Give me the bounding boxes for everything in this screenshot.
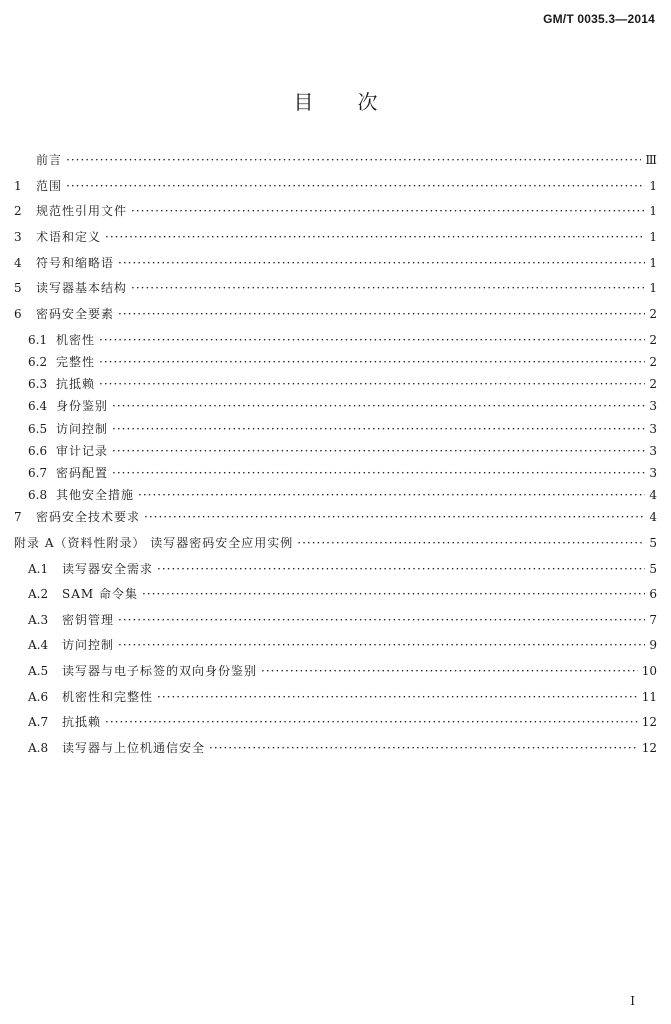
toc-entry-number: 6.2 — [28, 355, 48, 369]
dot-leader — [112, 398, 645, 414]
toc-entry-number: A.1 — [28, 561, 49, 576]
dot-leader — [112, 421, 645, 437]
dot-leader — [66, 152, 641, 168]
toc-entry[interactable] — [14, 398, 657, 420]
footer-page-number: I — [630, 994, 635, 1008]
toc-entry[interactable] — [14, 354, 657, 376]
toc-entry[interactable] — [14, 152, 657, 178]
toc-entry-page: 12 — [641, 715, 657, 730]
toc-entry-number: A.4 — [28, 638, 49, 653]
toc-entry-page: 7 — [649, 612, 657, 627]
toc-entry[interactable] — [14, 487, 657, 509]
dot-leader — [99, 354, 645, 370]
dot-leader — [131, 280, 645, 296]
toc-entry-number: 6.4 — [28, 399, 48, 414]
toc-entry-page: 5 — [649, 536, 657, 550]
toc-entry-number: 5 — [14, 281, 22, 296]
toc-entry-label: 读写器基本结构 — [36, 281, 128, 296]
toc-entry-number: 6.6 — [28, 443, 48, 458]
toc-entry-number: 6 — [14, 307, 22, 322]
dot-leader — [261, 663, 638, 679]
toc-entry-label: SAM 命令集 — [62, 587, 138, 602]
dot-leader — [66, 178, 645, 194]
toc-entry-page: 1 — [649, 255, 657, 270]
dot-leader — [118, 255, 645, 271]
dot-leader — [99, 376, 645, 392]
toc-entry-label: 审计记录 — [56, 443, 109, 458]
toc-entry-number: 2 — [14, 204, 22, 219]
toc-entry-page: 2 — [649, 332, 657, 347]
dot-leader — [112, 465, 645, 481]
dot-leader — [209, 740, 638, 756]
toc-entry-number: A.3 — [28, 612, 49, 627]
toc-entry-label: 符号和缩略语 — [36, 255, 115, 270]
toc-entry[interactable] — [14, 637, 657, 663]
toc-entry-label: 读写器安全需求 — [62, 561, 154, 576]
toc-entry-label: 访问控制 — [62, 638, 115, 653]
dot-leader — [157, 561, 645, 577]
toc-entry[interactable] — [14, 535, 657, 561]
toc-entry[interactable] — [14, 509, 657, 535]
toc-entry-page: 4 — [649, 488, 657, 503]
toc-entry-number: 1 — [14, 178, 22, 193]
toc-entry-page: 2 — [649, 377, 657, 392]
toc-entry[interactable] — [14, 663, 657, 689]
toc-entry-label: 密码配置 — [56, 465, 109, 480]
toc-entry-label: 范围 — [36, 178, 63, 193]
toc-entry-number: 4 — [14, 255, 22, 270]
toc-entry-number: 6.3 — [28, 377, 48, 392]
toc-entry-number: A.6 — [28, 689, 49, 704]
toc-entry-page: 10 — [641, 664, 657, 679]
toc-entry[interactable] — [14, 612, 657, 638]
toc-entry-page: 1 — [649, 178, 657, 193]
toc-entry-label: 密码安全要素 — [36, 307, 115, 322]
toc-entry-number: 6.1 — [28, 332, 48, 347]
dot-leader — [157, 689, 638, 705]
dot-leader — [105, 714, 638, 730]
toc-entry-page: 3 — [649, 465, 657, 480]
toc-entry[interactable] — [14, 178, 657, 204]
toc-entry-number: 7 — [14, 510, 22, 525]
dot-leader — [297, 535, 645, 551]
toc-entry-label: 抗抵赖 — [62, 715, 102, 730]
toc-entry[interactable] — [14, 740, 657, 766]
toc-entry-page: 5 — [649, 561, 657, 576]
toc-entry-page: 1 — [649, 281, 657, 296]
toc-entry[interactable] — [14, 376, 657, 398]
toc-entry-label: 密钥管理 — [62, 612, 115, 627]
toc-entry-page: 6 — [649, 587, 657, 602]
toc-entry-page: 2 — [649, 355, 657, 369]
toc-entry-number: A.5 — [28, 664, 49, 679]
toc-entry[interactable] — [14, 465, 657, 487]
toc-entry-number: A.7 — [28, 715, 49, 730]
toc-entry-label: 读写器与电子标签的双向身份鉴别 — [62, 664, 258, 679]
toc-entry-number: 6.7 — [28, 465, 48, 480]
dot-leader — [138, 487, 645, 503]
toc-entry-label: 密码安全技术要求 — [36, 510, 141, 525]
toc-entry-number: 6.8 — [28, 488, 48, 503]
toc-entry-label: 身份鉴别 — [56, 399, 109, 414]
toc-entry[interactable] — [14, 332, 657, 354]
toc-entry-label: 机密性和完整性 — [62, 689, 154, 704]
toc-entry[interactable] — [14, 561, 657, 587]
toc-entry[interactable] — [14, 280, 657, 306]
toc-entry[interactable] — [14, 689, 657, 715]
toc-entry-page: 3 — [649, 399, 657, 414]
toc-entry-page: 2 — [649, 307, 657, 322]
toc-entry-page: Ⅲ — [645, 153, 657, 167]
toc-entry-label: 前言 — [36, 153, 63, 167]
toc-entry[interactable] — [14, 714, 657, 740]
toc-entry-page: 4 — [649, 510, 657, 525]
toc-entry[interactable] — [14, 203, 657, 229]
toc-entry-page: 3 — [649, 443, 657, 458]
dot-leader — [118, 612, 645, 628]
dot-leader — [142, 586, 645, 602]
standard-code: GM/T 0035.3—2014 — [543, 12, 655, 26]
toc-entry-page: 11 — [641, 689, 657, 704]
toc-entry-label: 术语和定义 — [36, 230, 102, 245]
dot-leader — [118, 637, 645, 653]
toc-entry-number: 6.5 — [28, 421, 48, 436]
toc-entry-label: 读写器与上位机通信安全 — [62, 740, 206, 755]
toc-entry-number: A.2 — [28, 587, 49, 602]
toc-entry-page: 9 — [649, 638, 657, 653]
toc-entry[interactable] — [14, 255, 657, 281]
toc-entry-page: 3 — [649, 421, 657, 436]
toc-entry-label: 附录 A（资料性附录） 读写器密码安全应用实例 — [14, 536, 294, 550]
toc-entry-page: 12 — [641, 740, 657, 755]
toc-entry-label: 其他安全措施 — [56, 488, 135, 503]
dot-leader — [112, 443, 645, 459]
dot-leader — [144, 509, 645, 525]
toc-entry-label: 访问控制 — [56, 421, 109, 436]
page-title: 目次 — [293, 90, 422, 114]
toc-entry[interactable] — [14, 306, 657, 332]
toc-entry-number: 3 — [14, 230, 22, 245]
toc-entry-label: 机密性 — [56, 332, 96, 347]
toc-entry[interactable] — [14, 421, 657, 443]
dot-leader — [105, 229, 645, 245]
toc-entry-label: 规范性引用文件 — [36, 204, 128, 219]
toc-entry[interactable] — [14, 586, 657, 612]
toc-entry[interactable] — [14, 443, 657, 465]
dot-leader — [131, 203, 645, 219]
toc-entry-page: 1 — [649, 204, 657, 219]
toc-entry-label: 抗抵赖 — [56, 377, 96, 392]
toc-entry-page: 1 — [649, 230, 657, 245]
dot-leader — [118, 306, 645, 322]
toc-entry[interactable] — [14, 229, 657, 255]
toc-entry-number: A.8 — [28, 740, 49, 755]
dot-leader — [99, 332, 645, 348]
toc-entry-label: 完整性 — [56, 355, 96, 369]
table-of-contents — [14, 152, 657, 765]
